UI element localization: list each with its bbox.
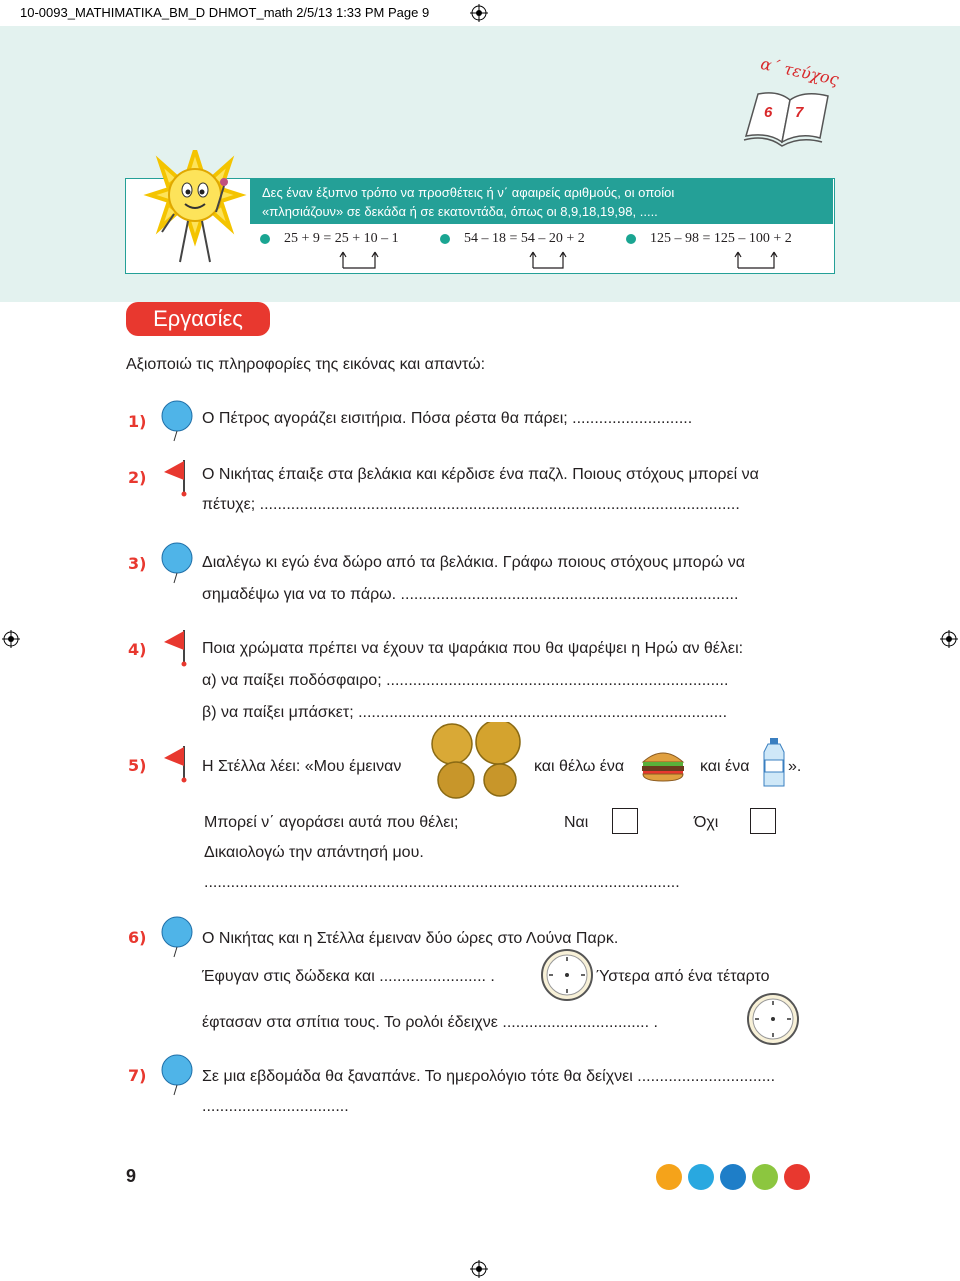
color-dot-orange — [656, 1164, 682, 1190]
volume-label: α΄ τεύχος — [758, 53, 841, 90]
question-number: 5) — [128, 756, 147, 775]
yes-checkbox[interactable] — [612, 808, 638, 834]
question-number: 4) — [128, 640, 147, 659]
tip-header — [250, 178, 833, 224]
sun-mascot-icon — [140, 150, 250, 270]
question-3-line-2: σημαδέψω για να το πάρω. ............................................................................ — [202, 586, 739, 603]
balloon-icon — [160, 916, 194, 958]
book-icon — [738, 88, 838, 150]
balloon-icon — [160, 1054, 194, 1096]
question-5-ask: Μπορεί ν΄ αγοράσει αυτά που θέλει; — [204, 814, 459, 831]
color-dot-green — [752, 1164, 778, 1190]
red-flag-icon — [162, 628, 192, 668]
question-6-line-2a: Έφυγαν στις δώδεκα και ........................ . — [202, 968, 495, 985]
page-number: 9 — [126, 1166, 137, 1186]
tip-line-1: Δες έναν έξυπνο τρόπο να προσθέτεις ή ν΄ αφαιρείς αριθμούς, οι οποίοι — [262, 185, 675, 200]
question-5-part-2: και θέλω ένα — [534, 758, 625, 775]
question-number: 2) — [128, 468, 147, 487]
question-number: 1) — [128, 412, 147, 431]
tasks-label: Εργασίες — [126, 302, 270, 336]
question-5-part-4: ». — [788, 758, 802, 775]
red-flag-icon — [162, 744, 192, 784]
question-2-line-2: πέτυχε; ............................................................................................................ — [202, 496, 740, 513]
question-5-answer-line: ........................................................................................................... — [204, 874, 680, 891]
bullet-dot-icon — [626, 234, 636, 244]
question-5-part-3: και ένα — [700, 758, 750, 775]
book-page-left: 6 — [764, 104, 773, 121]
bullet-dot-icon — [440, 234, 450, 244]
question-4-line-2: α) να παίξει ποδόσφαιρο; ............................................................................. — [202, 672, 729, 689]
question-6-line-1: Ο Νικήτας και η Στέλλα έμειναν δύο ώρες στο Λούνα Παρκ. — [202, 930, 619, 947]
tip-line-2: «πλησιάζουν» σε δεκάδα ή σε εκατοντάδα, όπως οι 8,9,18,19,98, ..... — [262, 204, 658, 219]
red-flag-icon — [162, 458, 192, 498]
book-page-right: 7 — [795, 104, 804, 121]
clock-face-icon — [746, 992, 800, 1046]
question-3-line-1: Διαλέγω κι εγώ ένα δώρο από τα βελάκια. Γράφω ποιους στόχους μπορώ να — [202, 554, 745, 571]
balloon-icon — [160, 542, 194, 584]
registration-mark-icon — [940, 630, 958, 648]
water-bottle-icon — [760, 736, 788, 790]
file-header-line: 10-0093_MATHIMATIKA_BM_D DHMOT_math 2/5/13 1:33 PM Page 9 — [20, 5, 430, 20]
equation-3: 125 – 98 = 125 – 100 + 2 — [650, 231, 792, 246]
question-number: 7) — [128, 1066, 147, 1085]
equation-arrows — [330, 248, 830, 270]
question-4-line-1: Ποια χρώματα πρέπει να έχουν τα ψαράκια που θα ψαρέψει η Ηρώ αν θέλει: — [202, 640, 744, 657]
question-1-text: Ο Πέτρος αγοράζει εισιτήρια. Πόσα ρέστα θα πάρει; ........................... — [202, 410, 693, 427]
clock-face-icon — [540, 948, 594, 1002]
coins-icon — [428, 722, 528, 800]
registration-mark-icon — [470, 1260, 488, 1278]
question-number: 3) — [128, 554, 147, 573]
color-dot-red — [784, 1164, 810, 1190]
question-7-line-1: Σε μια εβδομάδα θα ξαναπάνε. Το ημερολόγιο τότε θα δείχνει ............................... — [202, 1068, 776, 1085]
yes-label: Ναι — [564, 814, 589, 831]
question-4-line-3: β) να παίξει μπάσκετ; ................................................................................... — [202, 704, 728, 721]
no-label: Όχι — [694, 814, 719, 831]
burger-icon — [640, 748, 686, 782]
question-6-line-2b: Ύστερα από ένα τέταρτο — [596, 968, 770, 985]
registration-mark-icon — [470, 4, 488, 22]
intro-text: Αξιοποιώ τις πληροφορίες της εικόνας και απαντώ: — [126, 356, 486, 373]
question-5-part-1: Η Στέλλα λέει: «Μου έμειναν — [202, 758, 402, 775]
color-dot-light-blue — [688, 1164, 714, 1190]
question-number: 6) — [128, 928, 147, 947]
question-7-line-2: ................................. — [202, 1098, 349, 1115]
color-dot-blue — [720, 1164, 746, 1190]
equation-1: 25 + 9 = 25 + 10 – 1 — [284, 231, 399, 246]
question-5-justify: Δικαιολογώ την απάντησή μου. — [204, 844, 424, 861]
balloon-icon — [160, 400, 194, 442]
no-checkbox[interactable] — [750, 808, 776, 834]
equation-2: 54 – 18 = 54 – 20 + 2 — [464, 231, 585, 246]
question-2-line-1: Ο Νικήτας έπαιξε στα βελάκια και κέρδισε ένα παζλ. Ποιους στόχους μπορεί να — [202, 466, 759, 483]
bullet-dot-icon — [260, 234, 270, 244]
question-6-line-3: έφτασαν στα σπίτια τους. Το ρολόι έδειχνε ................................. . — [202, 1014, 658, 1031]
registration-mark-icon — [2, 630, 20, 648]
